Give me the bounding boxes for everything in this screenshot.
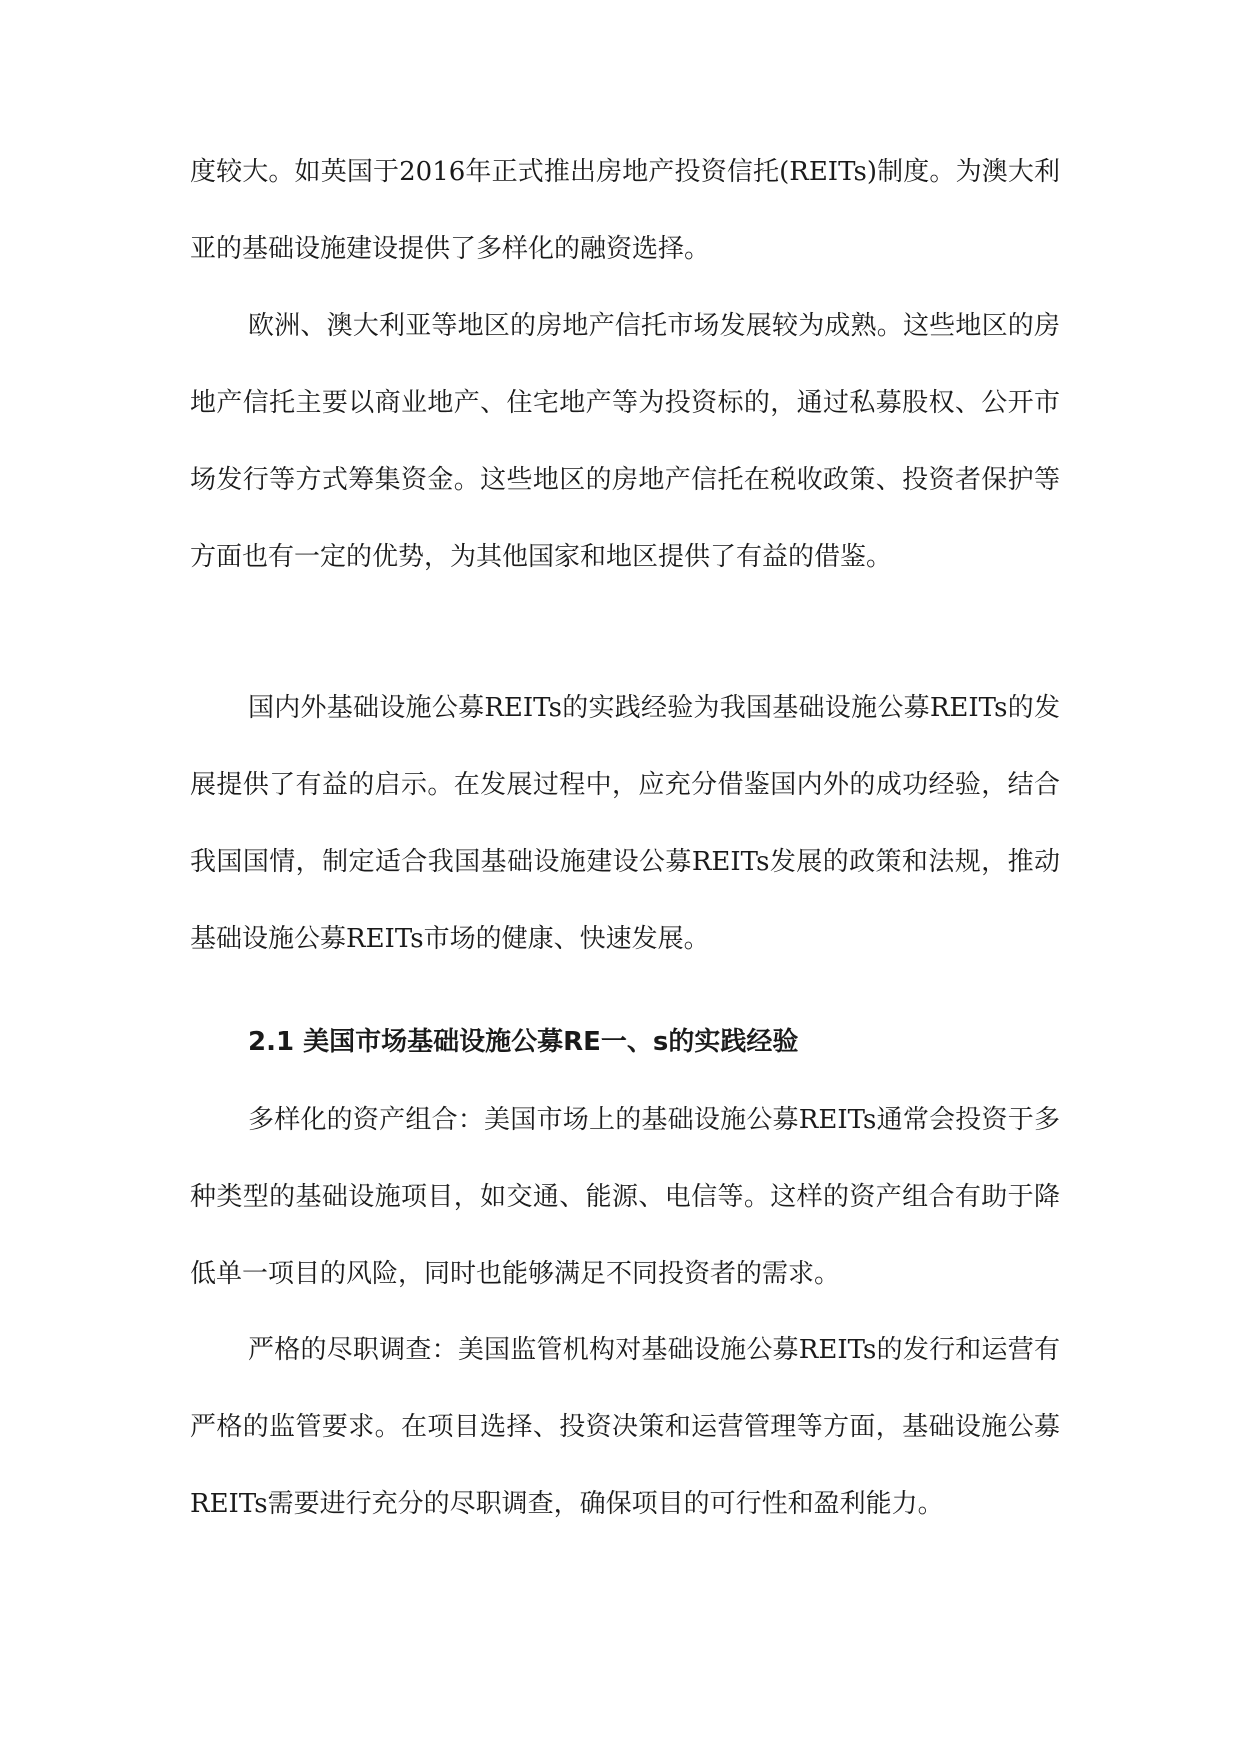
paragraph-diversified-portfolio: 多样化的资产组合：美国市场上的基础设施公募REITs通常会投资于多种类型的基础设施项目，如交通、能源、电信等。这样的资产组合有助于降低单一项目的风险，同时也能够满足不同投资者的需求。 [190, 1105, 1060, 1289]
section-heading: 2.1 美国市场基础设施公募RE一、s的实践经验 [248, 1027, 799, 1057]
paragraph-domestic-lessons: 国内外基础设施公募REITs的实践经验为我国基础设施公募REITs的发展提供了有益的启示。在发展过程中，应充分借鉴国内外的成功经验，结合我国国情，制定适合我国基础设施建设公募REITs发展的政策和法规，推动基础设施公募REITs市场的健康、快速发展。 [190, 693, 1060, 954]
paragraph-due-diligence: 严格的尽职调查：美国监管机构对基础设施公募REITs的发行和运营有严格的监管要求。在项目选择、投资决策和运营管理等方面，基础设施公募REITs需要进行充分的尽职调查，确保项目的可行性和盈利能力。 [190, 1335, 1060, 1519]
paragraph-europe-australia: 欧洲、澳大利亚等地区的房地产信托市场发展较为成熟。这些地区的房地产信托主要以商业地产、住宅地产等为投资标的，通过私募股权、公开市场发行等方式筹集资金。这些地区的房地产信托在税收政策、投资者保护等方面也有一定的优势，为其他国家和地区提供了有益的借鉴。 [190, 311, 1060, 572]
paragraph-reits-uk: 度较大。如英国于2016年正式推出房地产投资信托(REITs)制度。为澳大利亚的基础设施建设提供了多样化的融资选择。 [190, 157, 1060, 264]
